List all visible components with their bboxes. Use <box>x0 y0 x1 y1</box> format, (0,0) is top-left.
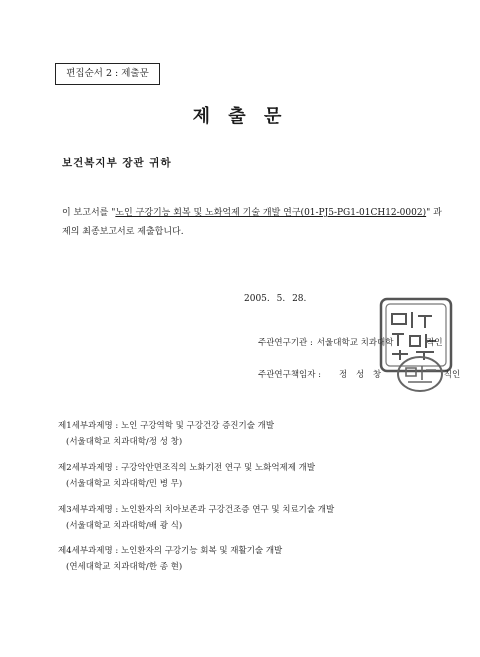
intro-suffix: " 과 <box>426 208 442 218</box>
subproject-item <box>58 418 274 450</box>
recipient: 보건복지부 장관 귀하 <box>62 157 172 169</box>
subproject-title: 노인 구강역학 및 구강건강 증진기술 개발 <box>120 421 275 431</box>
subproject-item <box>58 502 334 534</box>
subproject-affiliation: (연세대학교 치과대학/한 종 현) <box>66 562 183 572</box>
lead-organization-seal-text: 직인 <box>426 338 443 348</box>
subproject-item <box>58 460 315 492</box>
principal-researcher-label: 주관연구책임자 : <box>258 370 322 380</box>
subproject-label: 제4세부과제명 : <box>58 546 121 556</box>
submission-date: 2005. 5. 28. <box>244 294 307 304</box>
subproject-title: 노인환자의 치아보존과 구강건조증 연구 및 치료기술 개발 <box>120 505 335 515</box>
intro-line-2: 제의 최종보고서로 제출합니다. <box>62 227 184 237</box>
edit-order-box <box>55 63 160 85</box>
subproject-label: 제2세부과제명 : <box>58 463 121 473</box>
subproject-affiliation: (서울대학교 치과대학/민 병 무) <box>66 479 183 489</box>
edit-order-label: 편집순서 2 : 제출문 <box>66 68 149 79</box>
intro-line-1 <box>62 204 442 223</box>
subproject-label: 제1세부과제명 : <box>58 421 121 431</box>
subproject-affiliation: (서울대학교 치과대학/배 광 식) <box>66 521 183 531</box>
intro-paragraph <box>62 204 442 242</box>
subproject-label: 제3세부과제명 : <box>58 505 121 515</box>
project-title: 노인 구강기능 회복 및 노화억제 기술 개발 연구(01-PJ5-PG1-01CH12-0002) <box>115 208 427 218</box>
subproject-title: 노인환자의 구강기능 회복 및 재활기술 개발 <box>120 546 283 556</box>
principal-researcher-value: 정 성 창 <box>339 370 382 380</box>
subproject-title: 구강악안면조직의 노화기전 연구 및 노화억제제 개발 <box>120 463 316 473</box>
principal-researcher-seal-text: 직인 <box>443 370 461 380</box>
lead-organization <box>258 336 443 348</box>
intro-prefix: 이 보고서를 " <box>62 208 116 218</box>
page-title: 제 출 문 <box>192 106 288 127</box>
lead-organization-label: 주관연구기관 : <box>258 338 313 348</box>
lead-organization-value: 서울대학교 치과대학 <box>316 338 394 348</box>
subproject-affiliation: (서울대학교 치과대학/정 성 창) <box>66 437 183 447</box>
principal-researcher <box>258 368 460 380</box>
subproject-item <box>58 543 282 575</box>
